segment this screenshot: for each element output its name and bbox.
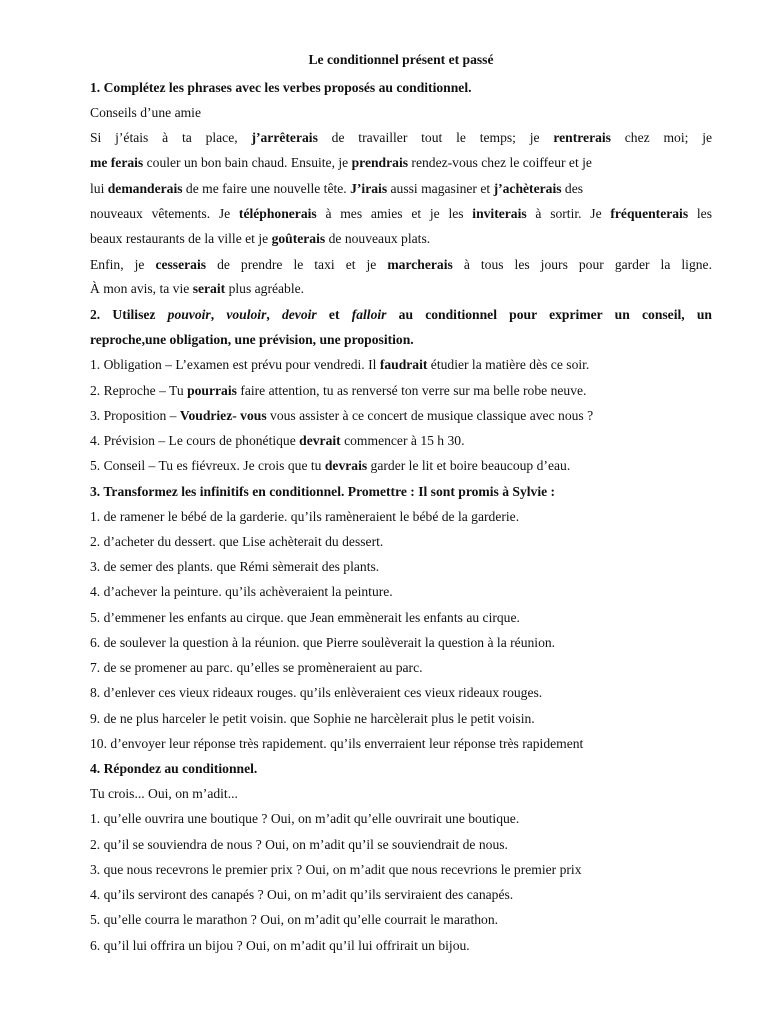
text-segment: beaux restaurants de la ville et je (90, 231, 272, 246)
bold-verb: serait (192, 281, 226, 296)
text-segment: 1. Obligation – L’examen est prévu pour vendredi. Il (90, 357, 380, 372)
text-segment: à tous les jours pour garder la ligne. (452, 257, 712, 272)
italic-word: devoir (281, 307, 317, 322)
ex3-item: 8. d’enlever ces vieux rideaux rouges. qu’ils enlèveraient ces vieux rideaux rouges. (90, 685, 543, 700)
bold-verb: j’arrêterais (251, 130, 318, 145)
ex3-item: 4. d’achever la peinture. qu’ils achèveraient la peinture. (90, 584, 393, 599)
ex4-item: 1. qu’elle ouvrira une boutique ? Oui, on m’adit qu’elle ouvrirait une boutique. (90, 811, 520, 826)
text-segment: vous assister à ce concert de musique classique avec nous ? (266, 408, 594, 423)
text-segment: commencer à 15 h 30. (340, 433, 465, 448)
text-segment: chez moi; je (610, 130, 712, 145)
ex2-line (90, 432, 712, 450)
bold-verb: cesserais (155, 257, 207, 272)
text-segment: 2. Utilisez (90, 307, 168, 322)
bold-verb: inviterais (472, 206, 527, 221)
bold-verb: devrait (299, 433, 341, 448)
bold-verb: goûterais (271, 231, 326, 246)
ex4-item: 2. qu’il se souviendra de nous ? Oui, on m’adit qu’il se souviendrait de nous. (90, 837, 508, 852)
ex3-item: 6. de soulever la question à la réunion. que Pierre soulèverait la question à la réunion. (90, 635, 556, 650)
ex4-item: 4. qu’ils serviront des canapés ? Oui, on m’adit qu’ils serviraient des canapés. (90, 887, 514, 902)
ex1-line (90, 154, 712, 172)
italic-word: falloir (351, 307, 387, 322)
text-segment: et (316, 307, 352, 322)
ex2-line (90, 356, 712, 374)
text-segment: aussi magasiner et (387, 181, 494, 196)
text-segment: garder le lit et boire beaucoup d’eau. (367, 458, 571, 473)
text-segment: les (688, 206, 712, 221)
text-segment: 4. Prévision – Le cours de phonétique (90, 433, 300, 448)
ex4-item: 3. que nous recevrons le premier prix ? Oui, on m’adit que nous recevrions le premier prix (90, 862, 582, 877)
text-segment: de nouveaux plats. (325, 231, 431, 246)
ex3-item: 1. de ramener le bébé de la garderie. qu’ils ramèneraient le bébé de la garderie. (90, 509, 520, 524)
italic-word: pouvoir (167, 307, 211, 322)
ex2-line (90, 407, 712, 425)
ex1-line (90, 180, 712, 198)
ex4-heading: 4. Répondez au conditionnel. (90, 761, 258, 776)
bold-verb: j’achèterais (493, 181, 562, 196)
ex1-line (90, 256, 712, 274)
text-segment: des (561, 181, 584, 196)
text-segment: 5. Conseil – Tu es fiévreux. Je crois que tu (90, 458, 325, 473)
ex1-heading: 1. Complétez les phrases avec les verbes proposés au conditionnel. (90, 80, 472, 95)
text-segment: au conditionnel pour exprimer un conseil, un (386, 307, 712, 322)
text-segment: de prendre le taxi et je (206, 257, 388, 272)
text-segment: lui (90, 181, 108, 196)
text-segment: Enfin, je (90, 257, 156, 272)
ex2-heading (90, 306, 712, 324)
bold-verb: demanderais (107, 181, 183, 196)
ex3-item: 10. d’envoyer leur réponse très rapidement. qu’ils enverraient leur réponse très rapidement (90, 736, 584, 751)
text-segment: à sortir. Je (526, 206, 611, 221)
bold-verb: Voudriez- vous (179, 408, 267, 423)
text-segment: À mon avis, ta vie (90, 281, 193, 296)
text-segment: , (210, 307, 227, 322)
ex1-subtitle: Conseils d’une amie (90, 105, 201, 120)
text-segment: plus agréable. (225, 281, 305, 296)
page-title: Le conditionnel présent et passé (308, 52, 494, 67)
text-segment: faire attention, tu as renversé ton verre sur ma belle robe neuve. (236, 383, 587, 398)
text-segment: rendez-vous chez le coiffeur et je (408, 155, 592, 170)
text-segment: 3. Proposition – (90, 408, 180, 423)
bold-verb: pourrais (187, 383, 237, 398)
bold-verb: téléphonerais (238, 206, 317, 221)
text-segment: Si j’étais à ta place, (90, 130, 252, 145)
ex3-heading: 3. Transformez les infinitifs en conditionnel. Promettre : Il sont promis à Sylvie : (90, 484, 556, 499)
ex3-item: 5. d’emmener les enfants au cirque. que Jean emmènerait les enfants au cirque. (90, 610, 520, 625)
ex1-line (90, 129, 712, 147)
text-segment: nouveaux vêtements. Je (90, 206, 239, 221)
bold-verb: marcherais (387, 257, 453, 272)
ex3-item: 9. de ne plus harceler le petit voisin. que Sophie ne harcèlerait plus le petit voisin. (90, 711, 535, 726)
text-segment: de me faire une nouvelle tête. (182, 181, 351, 196)
ex1-line (90, 280, 712, 298)
text-segment: , (266, 307, 282, 322)
bold-verb: rentrerais (553, 130, 611, 145)
ex1-line (90, 205, 712, 223)
bold-verb: devrais (324, 458, 368, 473)
bold-verb: prendrais (351, 155, 409, 170)
ex2-line (90, 382, 712, 400)
ex2-heading-cont: reproche,une obligation, une prévision, une proposition. (90, 332, 414, 347)
ex4-item: 5. qu’elle courra le marathon ? Oui, on m’adit qu’elle courrait le marathon. (90, 912, 499, 927)
text-segment: de travailler tout le temps; je (317, 130, 554, 145)
ex3-item: 7. de se promener au parc. qu’elles se promèneraient au parc. (90, 660, 423, 675)
ex3-item: 3. de semer des plants. que Rémi sèmerait des plants. (90, 559, 380, 574)
ex4-item: 6. qu’il lui offrira un bijou ? Oui, on m’adit qu’il lui offrirait un bijou. (90, 938, 470, 953)
ex2-line (90, 457, 712, 475)
text-segment: à mes amies et je les (316, 206, 473, 221)
italic-word: vouloir (226, 307, 267, 322)
text-segment: étudier la matière dès ce soir. (427, 357, 590, 372)
bold-verb: faudrait (379, 357, 428, 372)
text-segment: 2. Reproche – Tu (90, 383, 188, 398)
ex1-line (90, 230, 712, 248)
bold-verb: fréquenterais (610, 206, 689, 221)
ex3-item: 2. d’acheter du dessert. que Lise achèterait du dessert. (90, 534, 384, 549)
ex4-intro: Tu crois... Oui, on m’adit... (90, 786, 238, 801)
bold-verb: J’irais (350, 181, 388, 196)
text-segment: couler un bon bain chaud. Ensuite, je (143, 155, 352, 170)
bold-verb: me ferais (90, 155, 144, 170)
